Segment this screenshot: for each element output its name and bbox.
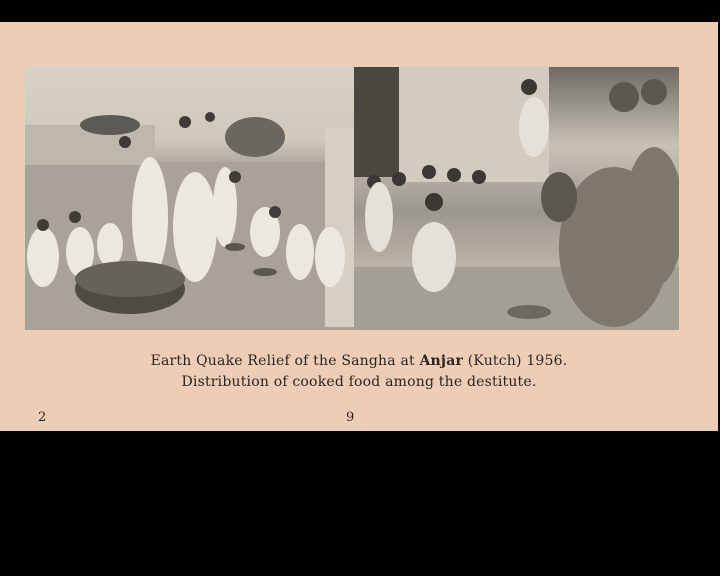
caption-line-1-end: (Kutch) 1956.: [463, 353, 568, 369]
page-number-center: 9: [346, 410, 355, 425]
caption-place-name: Anjar: [419, 353, 464, 369]
scanned-page: [0, 22, 718, 431]
photo-food-distribution: [25, 67, 358, 330]
photo-seated-destitute: [354, 67, 679, 330]
caption-line-1-start: Earth Quake Relief of the Sangha at: [150, 353, 420, 369]
caption-line-2: Distribution of cooked food among the destitute.: [181, 374, 537, 390]
page-number-left: 2: [38, 410, 47, 425]
photo-right-graphic: [354, 67, 679, 330]
photo-left-graphic: [25, 67, 358, 330]
caption-line-1: [0, 353, 718, 369]
